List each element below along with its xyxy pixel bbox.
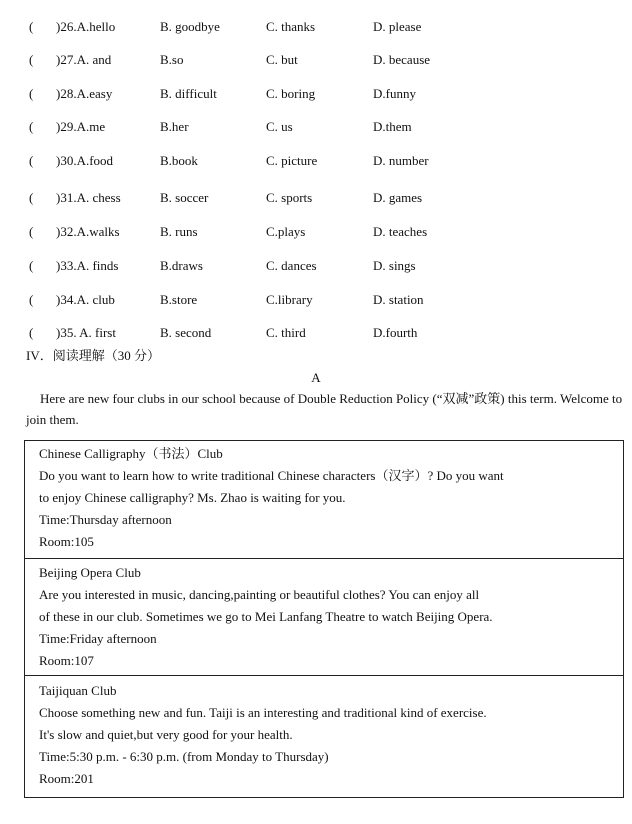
passage-intro: Here are new four clubs in our school because of Double Reduction Policy (“双减”政策) this term. Welcome to join them. <box>26 391 623 427</box>
divider <box>25 558 623 559</box>
answer-bracket: ( <box>29 153 34 168</box>
question-row <box>0 190 632 210</box>
option-b: B.draws <box>160 258 203 273</box>
option-d: D.fourth <box>373 325 418 340</box>
option-b: B.store <box>160 292 198 307</box>
club-beijing-opera <box>25 562 623 672</box>
option-c: C.library <box>266 292 313 307</box>
question-row <box>0 224 632 244</box>
club-title: Chinese Calligraphy（书法）Club <box>39 446 223 461</box>
option-b: B. goodbye <box>160 19 220 34</box>
club-text: It's slow and quiet,but very good for your health. <box>39 727 293 742</box>
club-text: of these in our club. Sometimes we go to Mei Lanfang Theatre to watch Beijing Opera. <box>39 609 493 624</box>
option-c: C. but <box>266 52 298 67</box>
question-row <box>0 52 632 72</box>
option-d: D. because <box>373 52 431 67</box>
option-d: D. sings <box>373 258 416 273</box>
option-a: )33.A. finds <box>56 258 119 273</box>
option-c: C. sports <box>266 190 313 205</box>
option-d: D.funny <box>373 86 416 101</box>
option-b: B.book <box>160 153 198 168</box>
option-b: B. runs <box>160 224 198 239</box>
option-a: )28.A.easy <box>56 86 113 101</box>
club-time: Time:5:30 p.m. - 6:30 p.m. (from Monday to Thursday) <box>39 749 329 764</box>
option-d: D. number <box>373 153 429 168</box>
option-a: )30.A.food <box>56 153 114 168</box>
answer-bracket: ( <box>29 52 34 67</box>
option-a: )34.A. club <box>56 292 115 307</box>
option-c: C.plays <box>266 224 306 239</box>
option-d: D. teaches <box>373 224 428 239</box>
answer-bracket: ( <box>29 119 34 134</box>
option-b: B. soccer <box>160 190 209 205</box>
club-title: Taijiquan Club <box>39 683 117 698</box>
club-room: Room:107 <box>39 653 94 668</box>
option-d: D.them <box>373 119 412 134</box>
option-a: )26.A.hello <box>56 19 116 34</box>
club-text: to enjoy Chinese calligraphy? Ms. Zhao is waiting for you. <box>39 490 346 505</box>
option-a: )29.A.me <box>56 119 106 134</box>
club-time: Time:Thursday afternoon <box>39 512 172 527</box>
option-d: D. please <box>373 19 422 34</box>
option-c: C. boring <box>266 86 316 101</box>
option-d: D. station <box>373 292 424 307</box>
option-b: B.her <box>160 119 189 134</box>
answer-bracket: ( <box>29 190 34 205</box>
option-c: C. thanks <box>266 19 316 34</box>
option-b: B. difficult <box>160 86 217 101</box>
option-c: C. dances <box>266 258 317 273</box>
question-row <box>0 19 632 39</box>
question-row <box>0 325 632 345</box>
passage-label: A <box>311 370 321 385</box>
option-d: D. games <box>373 190 423 205</box>
answer-bracket: ( <box>29 224 34 239</box>
option-a: )35. A. first <box>56 325 116 340</box>
answer-bracket: ( <box>29 325 34 340</box>
club-room: Room:201 <box>39 771 94 786</box>
question-row <box>0 258 632 278</box>
answer-bracket: ( <box>29 258 34 273</box>
club-title: Beijing Opera Club <box>39 565 141 580</box>
clubs-box <box>24 440 624 798</box>
option-a: )32.A.walks <box>56 224 120 239</box>
answer-bracket: ( <box>29 86 34 101</box>
club-taijiquan <box>25 680 623 790</box>
club-text: Choose something new and fun. Taiji is an interesting and traditional kind of exercise. <box>39 705 487 720</box>
option-c: C. us <box>266 119 293 134</box>
club-text: Do you want to learn how to write traditional Chinese characters（汉字）? Do you want <box>39 468 504 483</box>
option-b: B.so <box>160 52 184 67</box>
option-b: B. second <box>160 325 212 340</box>
question-row <box>0 153 632 173</box>
answer-bracket: ( <box>29 19 34 34</box>
question-row <box>0 292 632 312</box>
question-row <box>0 119 632 139</box>
answer-bracket: ( <box>29 292 34 307</box>
divider <box>25 675 623 676</box>
section-heading: IV．阅读理解（30 分） <box>26 348 160 363</box>
question-row <box>0 86 632 106</box>
option-c: C. third <box>266 325 306 340</box>
club-room: Room:105 <box>39 534 94 549</box>
club-time: Time:Friday afternoon <box>39 631 157 646</box>
option-c: C. picture <box>266 153 318 168</box>
club-text: Are you interested in music, dancing,painting or beautiful clothes? You can enjoy all <box>39 587 480 602</box>
option-a: )31.A. chess <box>56 190 121 205</box>
club-calligraphy <box>25 443 623 553</box>
option-a: )27.A. and <box>56 52 112 67</box>
